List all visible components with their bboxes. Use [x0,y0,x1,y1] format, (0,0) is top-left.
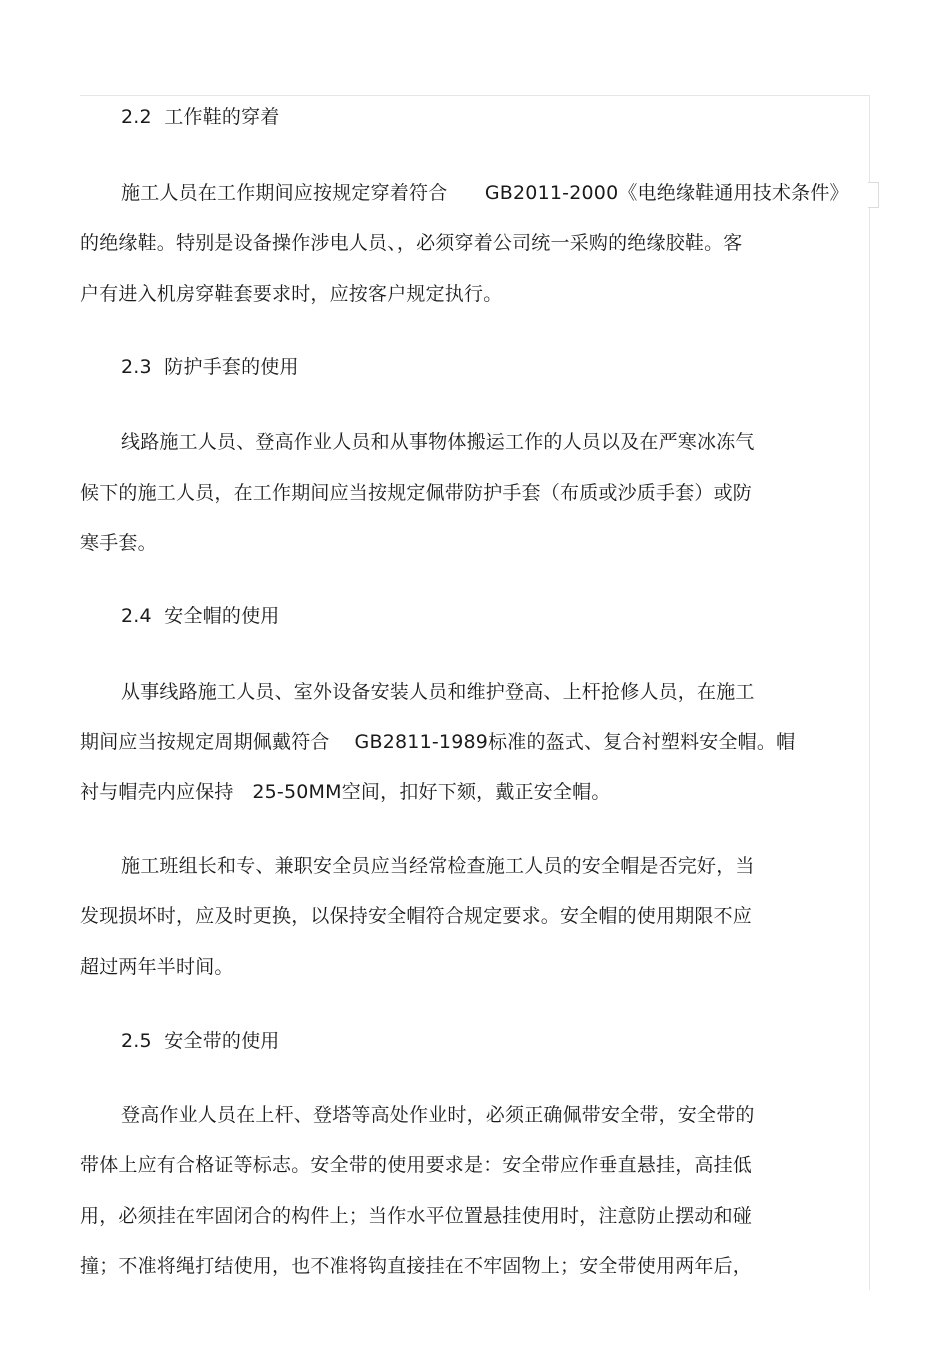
section-heading-2-5: 2.5 安全带的使用 [121,1030,280,1052]
paragraph-line: 发现损坏时，应及时更换，以保持安全帽符合规定要求。安全帽的使用期限不应 [80,905,753,927]
paragraph-line: 从事线路施工人员、室外设备安装人员和维护登高、上杆抢修人员，在施工 [121,681,755,703]
paragraph-line: 登高作业人员在上杆、登塔等高处作业时，必须正确佩带安全带，安全带的 [121,1104,755,1126]
paragraph-line: 衬与帽壳内应保持 25-50MM空间，扣好下颏，戴正安全帽。 [80,781,611,803]
page-border-notch [868,182,879,208]
paragraph-line: 线路施工人员、登高作业人员和从事物体搬运工作的人员以及在严寒冰冻气 [121,431,755,453]
paragraph-line: 超过两年半时间。 [80,956,234,978]
page-border-right [869,95,870,1290]
section-heading-2-4: 2.4 安全帽的使用 [121,605,280,627]
paragraph-line: 施工班组长和专、兼职安全员应当经常检查施工人员的安全帽是否完好，当 [121,855,755,877]
paragraph-line: 户有进入机房穿鞋套要求时，应按客户规定执行。 [80,283,503,305]
paragraph-line: 寒手套。 [80,532,157,554]
page-border-top [80,95,870,96]
paragraph-line: 施工人员在工作期间应按规定穿着符合 GB2011-2000《电绝缘鞋通用技术条件》 [121,182,849,204]
paragraph-line: 用，必须挂在牢固闭合的构件上；当作水平位置悬挂使用时，注意防止摆动和碰 [80,1205,753,1227]
section-heading-2-2: 2.2 工作鞋的穿着 [121,106,280,128]
paragraph-line: 撞；不准将绳打结使用，也不准将钩直接挂在不牢固物上；安全带使用两年后， [80,1255,753,1277]
section-heading-2-3: 2.3 防护手套的使用 [121,356,299,378]
paragraph-line: 的绝缘鞋。特别是设备操作涉电人员、，必须穿着公司统一采购的绝缘胶鞋。客 [80,232,743,254]
paragraph-line: 带体上应有合格证等标志。安全带的使用要求是：安全带应作垂直悬挂，高挂低 [80,1154,753,1176]
paragraph-line: 候下的施工人员，在工作期间应当按规定佩带防护手套（布质或沙质手套）或防 [80,482,753,504]
paragraph-line: 期间应当按规定周期佩戴符合 GB2811-1989标准的盔式、复合衬塑料安全帽。帽 [80,731,796,753]
